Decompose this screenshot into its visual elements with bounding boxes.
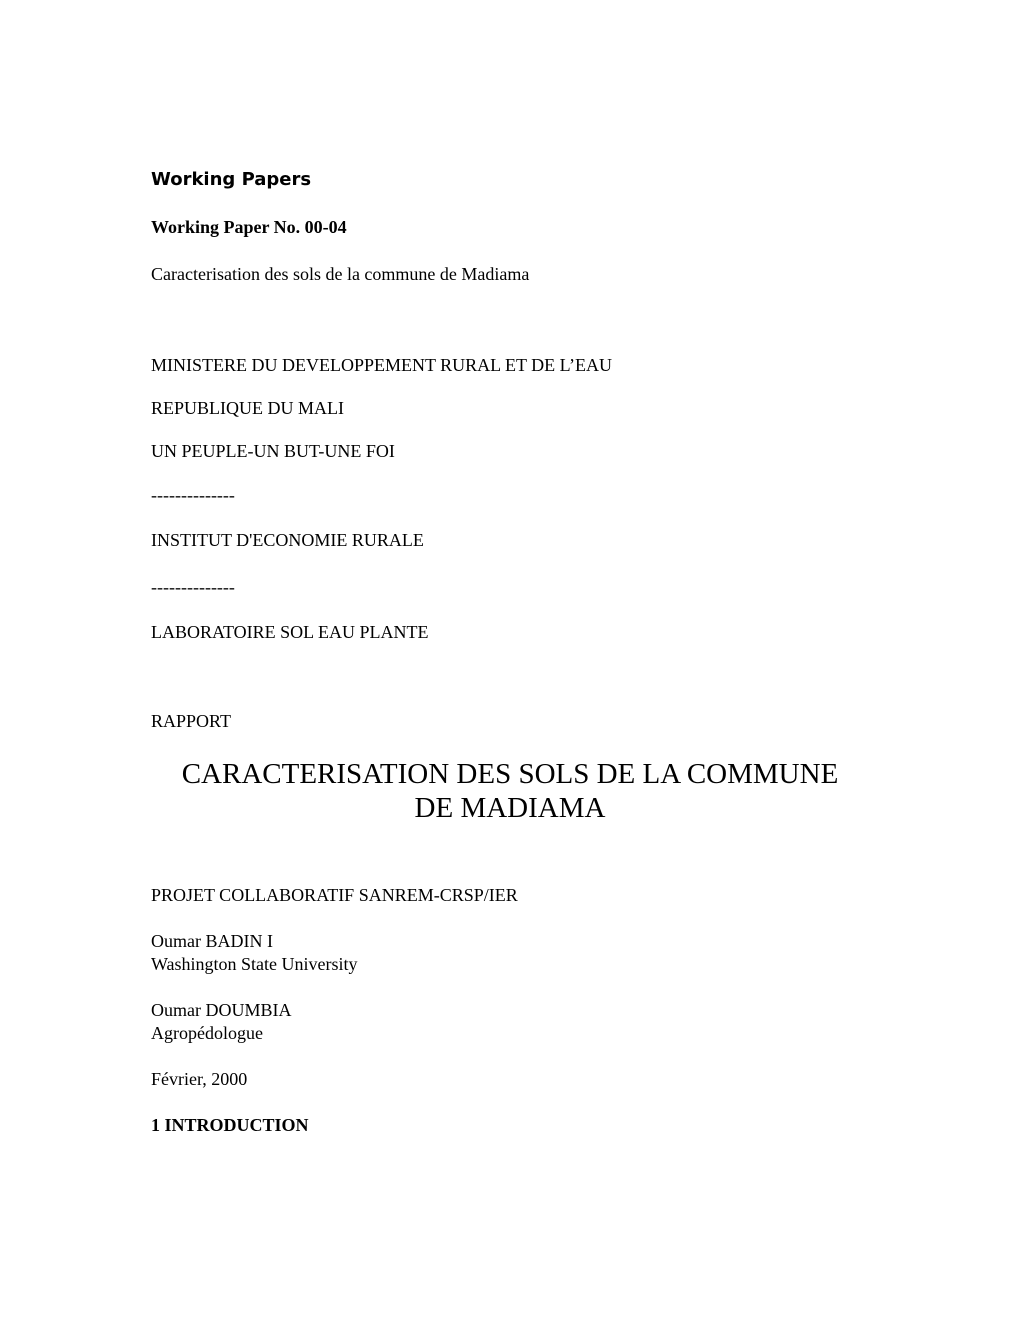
ministry-name: MINISTERE DU DEVELOPPEMENT RURAL ET DE L’EAU	[151, 355, 612, 375]
series-title: Working Papers	[151, 169, 312, 190]
report-title-line-2: DE MADIAMA	[414, 792, 606, 824]
section-heading: 1 INTRODUCTION	[151, 1115, 309, 1135]
project-name: PROJET COLLABORATIF SANREM-CRSP/IER	[151, 885, 518, 905]
paper-subtitle: Caracterisation des sols de la commune de Madiama	[151, 264, 530, 284]
author-name: Oumar DOUMBIA	[151, 1000, 292, 1020]
author-name: Oumar BADIN I	[151, 931, 273, 951]
publication-date: Février, 2000	[151, 1069, 248, 1089]
report-label: RAPPORT	[151, 711, 231, 731]
institute-name: INSTITUT D'ECONOMIE RURALE	[151, 530, 424, 550]
republic-name: REPUBLIQUE DU MALI	[151, 398, 344, 418]
author-affiliation: Washington State University	[151, 954, 358, 974]
national-motto: UN PEUPLE-UN BUT-UNE FOI	[151, 441, 395, 461]
author-affiliation: Agropédologue	[151, 1023, 263, 1043]
separator-line: --------------	[151, 485, 235, 505]
separator-line: --------------	[151, 577, 235, 597]
paper-number: Working Paper No. 00-04	[151, 217, 347, 237]
laboratory-name: LABORATOIRE SOL EAU PLANTE	[151, 622, 429, 642]
report-title-line-1: CARACTERISATION DES SOLS DE LA COMMUNE	[181, 758, 839, 790]
